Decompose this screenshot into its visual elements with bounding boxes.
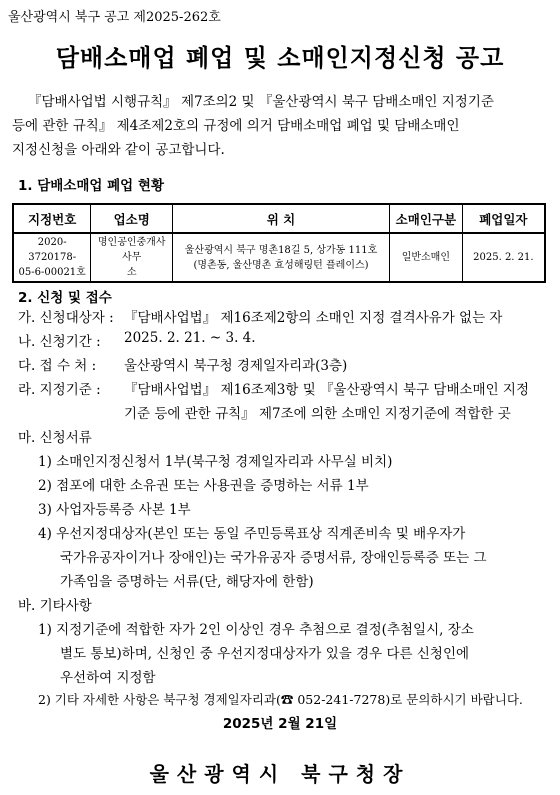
intro-paragraph bbox=[12, 90, 544, 162]
intro-line: 지정신청을 아래와 같이 공고합니다. bbox=[12, 142, 225, 158]
cell-id-line: 05-6-00021호 bbox=[18, 267, 86, 278]
intro-line: 등에 관한 규칙』 제4조제2호의 규정에 의거 담배소매업 폐업 및 담배소매인 bbox=[12, 118, 460, 134]
cell-location-line: 울산광역시 북구 명촌18길 5, 상가동 111호 bbox=[184, 244, 378, 256]
item-f2-text: 2) 기타 자세한 사항은 북구청 경제일자리과( bbox=[38, 692, 281, 707]
item-f1: 1) 지정기준에 적합한 자가 2인 이상인 경우 추첨으로 결정(추첨일시, 장소 bbox=[38, 622, 474, 638]
notice-number: 울산광역시 북구 공고 제2025-262호 bbox=[8, 10, 221, 25]
closure-table bbox=[12, 203, 546, 283]
col-header-location: 위 치 bbox=[173, 204, 390, 233]
col-header-type: 소매인구분 bbox=[390, 204, 463, 233]
item-d-text: 기준 등에 관한 규칙』 제7조에 의한 소매인 지정기준에 적합한 곳 bbox=[124, 406, 511, 422]
item-f1-cont: 우선하여 지정함 bbox=[60, 670, 156, 686]
cell-id-line: 2020-3720178- bbox=[28, 237, 77, 263]
cell-location bbox=[173, 233, 390, 282]
item-f2-phone: 052-241-7278 bbox=[293, 692, 386, 707]
table-row bbox=[13, 233, 545, 282]
item-b-text: 2025. 2. 21. ~ 3. 4. bbox=[124, 330, 256, 346]
item-c-text: 울산광역시 북구청 경제일자리과(3층) bbox=[124, 358, 348, 374]
section1-heading: 1. 담배소매업 폐업 현황 bbox=[18, 178, 164, 194]
item-d-text: 『담배사업법』 제16조제3항 및 『울산광역시 북구 담배소매인 지정 bbox=[124, 382, 529, 398]
cell-id bbox=[13, 233, 91, 282]
cell-name-line: 명인공인중개사사무 bbox=[97, 237, 166, 263]
item-d-label: 라. 지정기준 : bbox=[18, 382, 101, 398]
col-header-id: 지정번호 bbox=[13, 204, 91, 233]
notice-date: 2025년 2월 21일 bbox=[222, 716, 338, 732]
cell-name bbox=[91, 233, 173, 282]
page-title: 담배소매업 폐업 및 소매인지정신청 공고 bbox=[55, 44, 505, 72]
item-b-label: 나. 신청기간 : bbox=[18, 334, 101, 350]
item-c-label: 다. 접 수 처 : bbox=[18, 358, 97, 374]
item-e4-cont: 국가유공자이거나 장애인)는 국가유공자 증명서류, 장애인등록증 또는 그 bbox=[60, 550, 487, 566]
item-a-text: 『담배사업법』 제16조제2항의 소매인 지정 결격사유가 없는 자 bbox=[124, 310, 503, 326]
item-f2 bbox=[38, 690, 523, 708]
col-header-date: 폐업일자 bbox=[462, 204, 545, 233]
item-e3: 3) 사업자등록증 사본 1부 bbox=[38, 502, 191, 518]
item-e4-cont: 가족임을 증명하는 서류(단, 해당자에 한함) bbox=[60, 574, 314, 590]
col-header-name: 업소명 bbox=[91, 204, 173, 233]
issuer-name: 울산광역시 북구청장 bbox=[149, 762, 411, 786]
item-f1-cont: 별도 통보)하며, 신청인 중 우선지정대상자가 있을 경우 다른 신청인에 bbox=[60, 646, 470, 662]
item-e4: 4) 우선지정대상자(본인 또는 동일 주민등록표상 직계존비속 및 배우자가 bbox=[38, 526, 466, 542]
section2-heading: 2. 신청 및 접수 bbox=[18, 290, 112, 306]
cell-type: 일반소매인 bbox=[390, 233, 463, 282]
item-a-label: 가. 신청대상자 : bbox=[18, 310, 114, 326]
phone-icon: ☎ bbox=[280, 692, 294, 707]
intro-line: 『담배사업법 시행규칙』 제7조의2 및 『울산광역시 북구 담배소매인 지정기준 bbox=[28, 94, 494, 110]
item-f-label: 바. 기타사항 bbox=[18, 598, 92, 614]
item-e-label: 마. 신청서류 bbox=[18, 430, 92, 446]
item-e1: 1) 소매인지정신청서 1부(북구청 경제일자리과 사무실 비치) bbox=[38, 454, 393, 470]
cell-name-line: 소 bbox=[126, 267, 137, 278]
item-e2: 2) 점포에 대한 소유권 또는 사용권을 증명하는 서류 1부 bbox=[38, 478, 369, 494]
cell-location-line: (명촌동, 울산명촌 효성해링턴 플레이스) bbox=[193, 259, 369, 271]
table-header-row bbox=[13, 204, 545, 233]
item-f2-text-end: )로 문의하시기 바랍니다. bbox=[385, 692, 523, 707]
cell-closed-date: 2025. 2. 21. bbox=[462, 233, 545, 282]
